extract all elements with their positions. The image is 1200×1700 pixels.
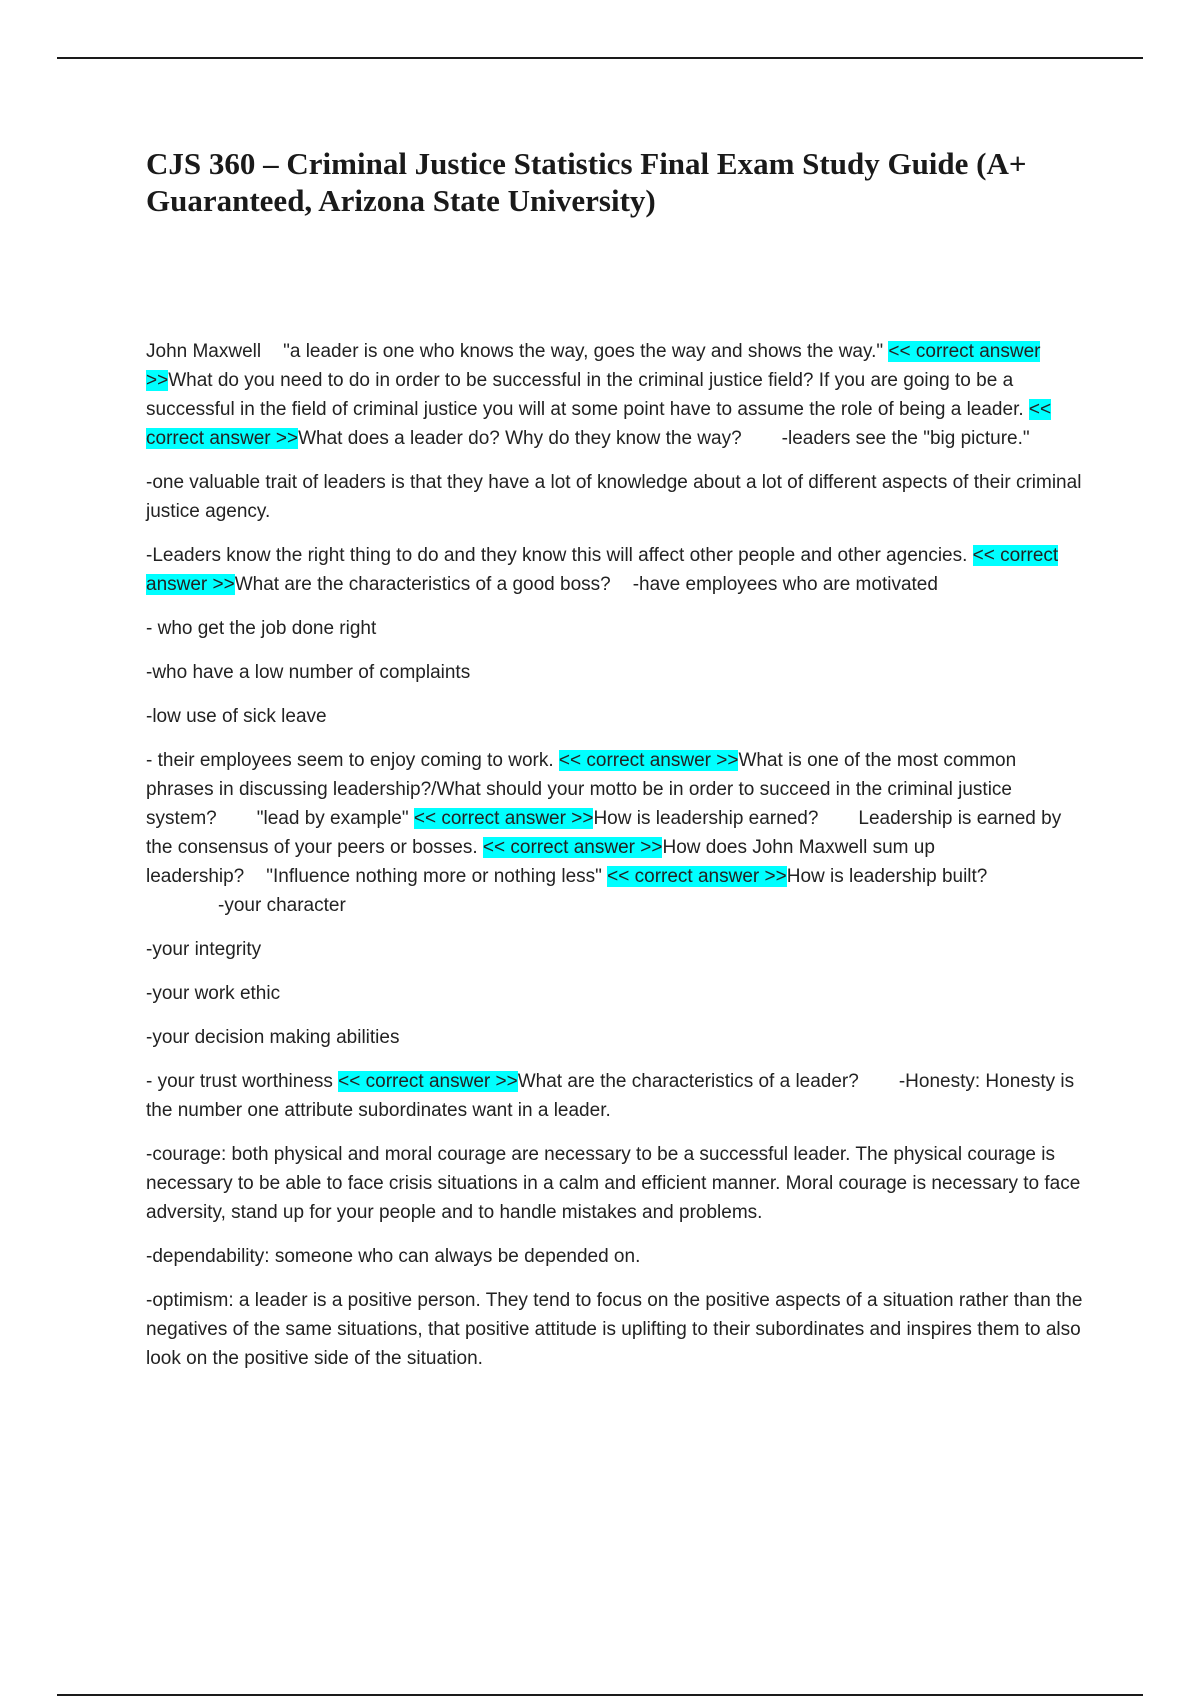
text: How is leadership built? — [786, 866, 988, 887]
answer-marker: << correct answer >> — [607, 866, 787, 887]
text: "a leader is one who knows the way, goes the way and shows the way." — [283, 341, 889, 362]
text: How does John Maxwell sum up leadership? — [146, 837, 935, 887]
text: What are the characteristics of a good boss? — [234, 574, 611, 595]
answer-marker: << correct answer >> — [146, 399, 1052, 449]
text: - your trust worthiness — [146, 1071, 339, 1092]
text: - their employees seem to enjoy coming to work. — [146, 750, 559, 771]
paragraph: -one valuable trait of leaders is that they have a lot of knowledge about a lot of different aspects of their criminal justice agency. — [146, 472, 1082, 522]
text: -leaders see the "big picture." — [781, 428, 1030, 449]
text: "lead by example" — [256, 808, 414, 829]
paragraph — [146, 1067, 1086, 1125]
text: -have employees who are motivated — [632, 574, 938, 595]
paragraph — [146, 337, 1086, 453]
text: -your character — [218, 895, 346, 916]
answer-marker: << correct answer >> — [146, 341, 1041, 391]
document-body — [146, 337, 1086, 1388]
answer-marker: << correct answer >> — [146, 545, 1059, 595]
bottom-rule — [57, 1694, 1143, 1696]
text: What is one of the most common phrases in discussing leadership?/What should your motto be in order to succeed in the criminal justice system? — [146, 750, 1017, 829]
paragraph: -dependability: someone who can always be depended on. — [146, 1246, 641, 1267]
text: What are the characteristics of a leader? — [517, 1071, 859, 1092]
text: "Influence nothing more or nothing less" — [266, 866, 608, 887]
document-title: CJS 360 – Criminal Justice Statistics Final Exam Study Guide (A+ Guaranteed, Arizona State University) — [146, 146, 1027, 218]
paragraph: -your integrity — [146, 939, 262, 960]
answer-marker: << correct answer >> — [338, 1071, 518, 1092]
paragraph: - who get the job done right — [146, 618, 377, 639]
text: What do you need to do in order to be successful in the criminal justice field? If you are going to be a successful in the field of criminal justice you will at some point have to assume the role of being a leader. — [146, 370, 1029, 420]
paragraph: -your work ethic — [146, 983, 281, 1004]
paragraph — [146, 541, 1086, 599]
text: -Leaders know the right thing to do and they know this will affect other people and other agencies. — [146, 545, 973, 566]
paragraph — [146, 746, 1086, 920]
answer-marker: << correct answer >> — [558, 750, 739, 771]
paragraph: -courage: both physical and moral courage are necessary to be a successful leader. The physical courage is necessary to be able to face crisis situations in a calm and efficient manner. Moral courage is necessary to face adversity, stand up for your people and to handle mistakes and problems. — [146, 1144, 1081, 1223]
text: How is leadership earned? — [593, 808, 819, 829]
text: John Maxwell — [146, 341, 262, 362]
paragraph: -low use of sick leave — [146, 706, 327, 727]
text: What does a leader do? Why do they know the way? — [298, 428, 742, 449]
answer-marker: << correct answer >> — [482, 837, 663, 858]
text: Leadership is earned by the consensus of your peers or bosses. — [146, 808, 1062, 858]
paragraph: -optimism: a leader is a positive person. They tend to focus on the positive aspects of a situation rather than the negatives of the same situations, that positive attitude is uplifting to their subordinates and inspires them to also look on the positive side of the situation. — [146, 1290, 1083, 1369]
text: -Honesty: Honesty is the number one attribute subordinates want in a leader. — [146, 1071, 1075, 1121]
top-rule — [57, 57, 1143, 59]
answer-marker: << correct answer >> — [413, 808, 594, 829]
paragraph: -who have a low number of complaints — [146, 662, 471, 683]
paragraph: -your decision making abilities — [146, 1027, 400, 1048]
